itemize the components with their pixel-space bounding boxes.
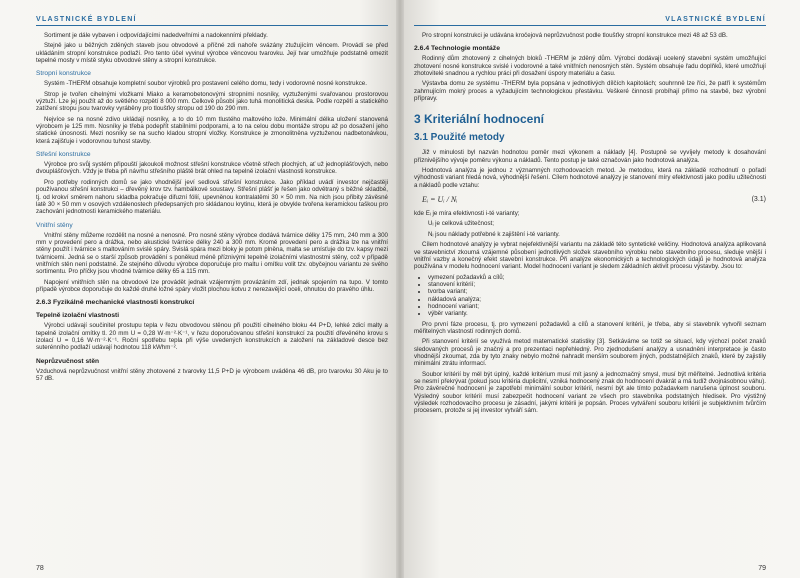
subheading-strecha: Střešní konstrukce <box>36 151 91 159</box>
list-item: • stanovení kritérií; <box>428 281 766 288</box>
running-header-right: VLASTNICKÉ BYDLENÍ <box>414 16 766 26</box>
paragraph: Strop je tvořen cihelnými vložkami Miako a keramobetonovými stropními nosníky, vyztuženými svařovanou prostorovou výztuží. Lze jej použít až do světlého rozpětí 8 000 mm. Celkově působí jako tuhá monolitická deska. Podle rozpětí a statického zatížení stropu jsou tvarovky vyráběny pro tloušťky stropu od 190 do 290 mm. <box>36 90 388 113</box>
page-number-right: 79 <box>758 565 766 572</box>
paragraph: Pro stropní konstrukci je udávána kročejová neprůzvučnost podle tloušťky stropní konstrukce mezi 48 až 53 dB. <box>422 32 728 39</box>
definition: kde Eᵢ je míra efektivnosti i-té varianty; <box>414 210 520 218</box>
equation-number: (3.1) <box>751 196 766 204</box>
list-item: • vymezení požadavků a cílů; <box>428 274 766 281</box>
paragraph: Výrobci udávají součinitel prostupu tepla v řezu obvodovou stěnou při použití cihelného bloku 44 P+D, lehké zdicí malty a tepelně izolační omítky tl. 20 mm U = 0,28 W·m⁻²·K⁻¹, v řezu doporučovanou střešní konstrukcí za použití dřevěného krovu s izolací U = 0,16 W·m⁻²·K⁻¹. Roční spotřebu tepla při výše uvedených konstrukcích a založení na základové desce bez suterénního podlaží udávají hodnotou 118 kWhm⁻². <box>36 322 388 352</box>
paragraph: Pro potřeby rodinných domů se jako vhodnější jeví sedlová střešní konstrukce. Jako příklad uvádí investor nejčastěji používanou střešní konstrukci – dřevěný krov tzv. hambálkové soustavy. Střešní plášť je řešen jako odvětraný s běžné skladbě, tj. od krokví směrem nahoru skladba pokračuje difuzní fólií, upevněnou kontralatěmi 30 × 50 mm. Na nich jsou přibity závěsné latě 30 × 50 mm v osových vzdálenostech předepsaných pro skládanou krytinu, která je obvykle tvořena keramickou taškou pro zachování jednotnosti keramického materiálu. <box>36 178 388 216</box>
list-item: • nákladová analýza; <box>428 296 766 303</box>
chapter-title: 3 Kriteriální hodnocení <box>414 112 545 127</box>
paragraph: Sortiment je dále vybaven i odpovídajícími nadedveřními a nadokenními překlady. <box>44 32 268 39</box>
section-title-31: 3.1 Použité metody <box>414 132 505 144</box>
paragraph: Nejvíce se na nosné zdivo ukládají nosníky, a to do 10 mm tlustého maltového lože. Minimální délka uložení stanovená výrobcem je 125 mm. Nosníky je třeba podepřít stabilními podporami, a to na celou dobu montáže stropu až po dosažení jeho statické únosnosti. Mezi nosníky se na sucho kladou stropní vložky. Konstrukce je zmonolitněna vyztuženou nadbetonávkou, která zajišťuje i vodorovnou tuhost stavby. <box>36 115 388 145</box>
paragraph: Napojení vnitřních stěn na obvodové lze provádět jednak vzájemným provázáním zdí, jednak spojením na tupo. V tomto případě výrobce doporučuje do každé druhé ložné spáry vložit plochou kotvu z nerezavějící oceli, ohnutou do pravého úhlu. <box>36 278 388 293</box>
list-item: • výběr varianty. <box>428 310 766 317</box>
definition: Uᵢ je celková užitečnost; <box>428 220 494 228</box>
paragraph: Soubor kritérií by měl být úplný, každé kritérium musí mít jasný a jednoznačný smysl, musí být měřitelné. Jednotlivá kritéria se nesmí překrývat (pokud jsou kritéria duplicitní, vzniká hodnocený znak do hodnocení dvakrát a má tudíž dvojnásobnou váhu). Pro závěrečné hodnocení je zapotřebí minimální soubor kritérií, nesmí být ale tímto požadavkem narušena úplnost souboru. Výsledný soubor kritérií musí zabezpečit hodnocení variant ze všech pro stavebníka podstatných hledisek. Pro výstižný výsledek rozhodovacího procesu je zásadní, jakými kritérii je popsán. Proces vytváření souboru kritérií je subjektivním tvůrčím procesem, protože si jej investor vytváří sám. <box>414 370 766 415</box>
book-gutter <box>396 0 404 578</box>
paragraph: Pro první fáze procesu, tj. pro vymezení požadavků a cílů a stanovení kritérií, je třeba, aby si stavebník vytvořil seznam měřitelných vlastností rodinných domů. <box>414 320 766 335</box>
list-item: • tvorba variant; <box>428 288 766 295</box>
paragraph: Cílem hodnotové analýzy je vybrat nejefektivnější variantu na základě této syntetické veličiny. Hodnotová analýza aplikovaná ve stavebnictví zkoumá vzájemné působení jednotlivých složek stavebního výrobku nebo stavebního procesu, sleduje vnější i vnitřní vazby a konečný efekt stavební konstrukce. Při analýze ekonomických a technologických údajů je hodnotová analýza používána v modelu hodnocení variant. Model hodnocení variant je sledem základních aktivit procesu výstavby. Jsou to: <box>414 241 766 271</box>
subheading-nepruzvucnost: Neprůzvučnost stěn <box>36 357 100 365</box>
paragraph: Stejně jako u běžných zděných staveb jsou obvodové a příčné zdi nahoře svázány ztužujícím věncem. Provádí se před ukládáním stropní konstrukce podlaží. Pro tento účel vyvinul výrobce věncovou tvarovku. Její tvar umožňuje podstatně omezit tepelné mosty v místě styku obvodové stěny a stropní konstrukce. <box>36 42 388 65</box>
subheading-tepelne: Tepelně izolační vlastnosti <box>36 312 120 320</box>
section-heading-263: 2.6.3 Fyzikálně mechanické vlastnosti konstrukcí <box>36 299 195 307</box>
paragraph: Vnitřní stěny můžeme rozdělit na nosné a nenosné. Pro nosné stěny výrobce dodává tvárnice délky 175 mm, 240 mm a 300 mm v provedení pero a drážka, nebo akustické tvárnice délky 240 a 300 mm. Kromě provedení pero a drážka lze na vnitřní stěny použít i tvárnice s maltováním svislé spáry. Svislá spára mezi bloky je potom plněna, malta se umísťuje do tzv. kapsy mezi tvárnicemi. Jedná se o starší způsob provádění s poněkud méně příznivými tepelně izolačními vlastnostmi stěny, což v případě vnitřních stěn není podstatné. Ze stejného důvodu výrobce doporučuje pro maltu i omítku volit tzv. obyčejnou variantu ze svého sortimentu. Pro příčky jsou vhodné tvárnice délky 65 a 115 mm. <box>36 231 388 276</box>
equation-block <box>414 195 766 204</box>
subheading-stropni: Stropní konstrukce <box>36 70 91 78</box>
list-item: • hodnocení variant; <box>428 303 766 310</box>
subheading-steny: Vnitřní stěny <box>36 221 73 229</box>
page-number-left: 78 <box>36 565 44 572</box>
paragraph: Hodnotová analýza je jednou z významných rozhodovacích metod. Je metodou, která na základě rozhodnutí o pořadí výhodnosti variant hledá nová, výhodnější řešení. Cílem hodnotové analýzy je stanovení míry efektivnosti jako podílu užitečnosti a nákladů podle vztahu: <box>414 167 766 189</box>
paragraph: Systém -THERM obsahuje kompletní soubor výrobků pro postavení celého domu, tedy i vodorovné nosné konstrukce. <box>44 80 367 88</box>
paragraph: Výstavba domu ze systému -THERM byla popsána v jednotlivých dílčích kapitolách; souhrnně lze říci, že patří k systémům zahrnujícím mokrý proces a vyžadujícím technologickou přestávku. Veškeré činnosti probíhají přímo na stavbě, bez výrobní přípravy. <box>414 80 766 103</box>
section-heading-264: 2.6.4 Technologie montáže <box>414 45 500 53</box>
right-page <box>400 0 800 578</box>
paragraph: Rodinný dům zhotovený z cihelných bloků -THERM je zděný dům. Výrobci dodávají ucelený stavební systém umožňující zhotovení nosné konstrukce svislé i vodorovné a také vnitřních nenosných stěn. Systém obsahuje řadu doplňků, které umožňují zhotovitelé snadnou a rychlou práci při dosažení úspory materiálu a času. <box>414 55 766 78</box>
bullet-list <box>428 274 766 318</box>
paragraph: Již v minulosti byl nazván hodnotou poměr mezi výkonem a náklady [4]. Postupně se vyvíjely metody k dosahování příznivějšího vývoje poměru výkonu a nákladů. Tento postup je také označován jako hodnotová analýza. <box>414 149 766 164</box>
paragraph: Při stanovení kritérií se využívá metod matematické statistiky [3]. Setkáváme se totiž se situací, kdy výchozí počet znaků sledovaných procesů je značný a pro prezentaci nepřehledný. Pro zjednodušení analýzy a usnadnění interpretace je často vhodnější zkoumat, zda by tyto znaky nebylo možné nahradit menším souborem jiných, podstatnějších znaků, které by zajistily minimální ztrátu informací. <box>414 338 766 368</box>
equation: Eᵢ = Uᵢ / Nᵢ <box>422 195 458 205</box>
paragraph: Výrobce pro svůj systém připouští jakoukoli možnost střešní konstrukce včetně střech plochých, ať už jednoplášťových, nebo dvouplášťových. Vždy je třeba při návrhu střešního pláště brát ohled na tepelně izolační vlastnosti konstrukce. <box>36 161 388 176</box>
definition: Nᵢ jsou náklady potřebné k zajištění i-té varianty. <box>428 230 560 238</box>
paragraph: Vzduchová neprůzvučnost vnitřní stěny zhotovené z tvarovky 11,5 P+D je výrobcem uváděna 46 dB, pro tvarovku 30 Aku je to 57 dB. <box>36 367 388 382</box>
running-header-left: VLASTNICKÉ BYDLENÍ <box>36 16 388 26</box>
